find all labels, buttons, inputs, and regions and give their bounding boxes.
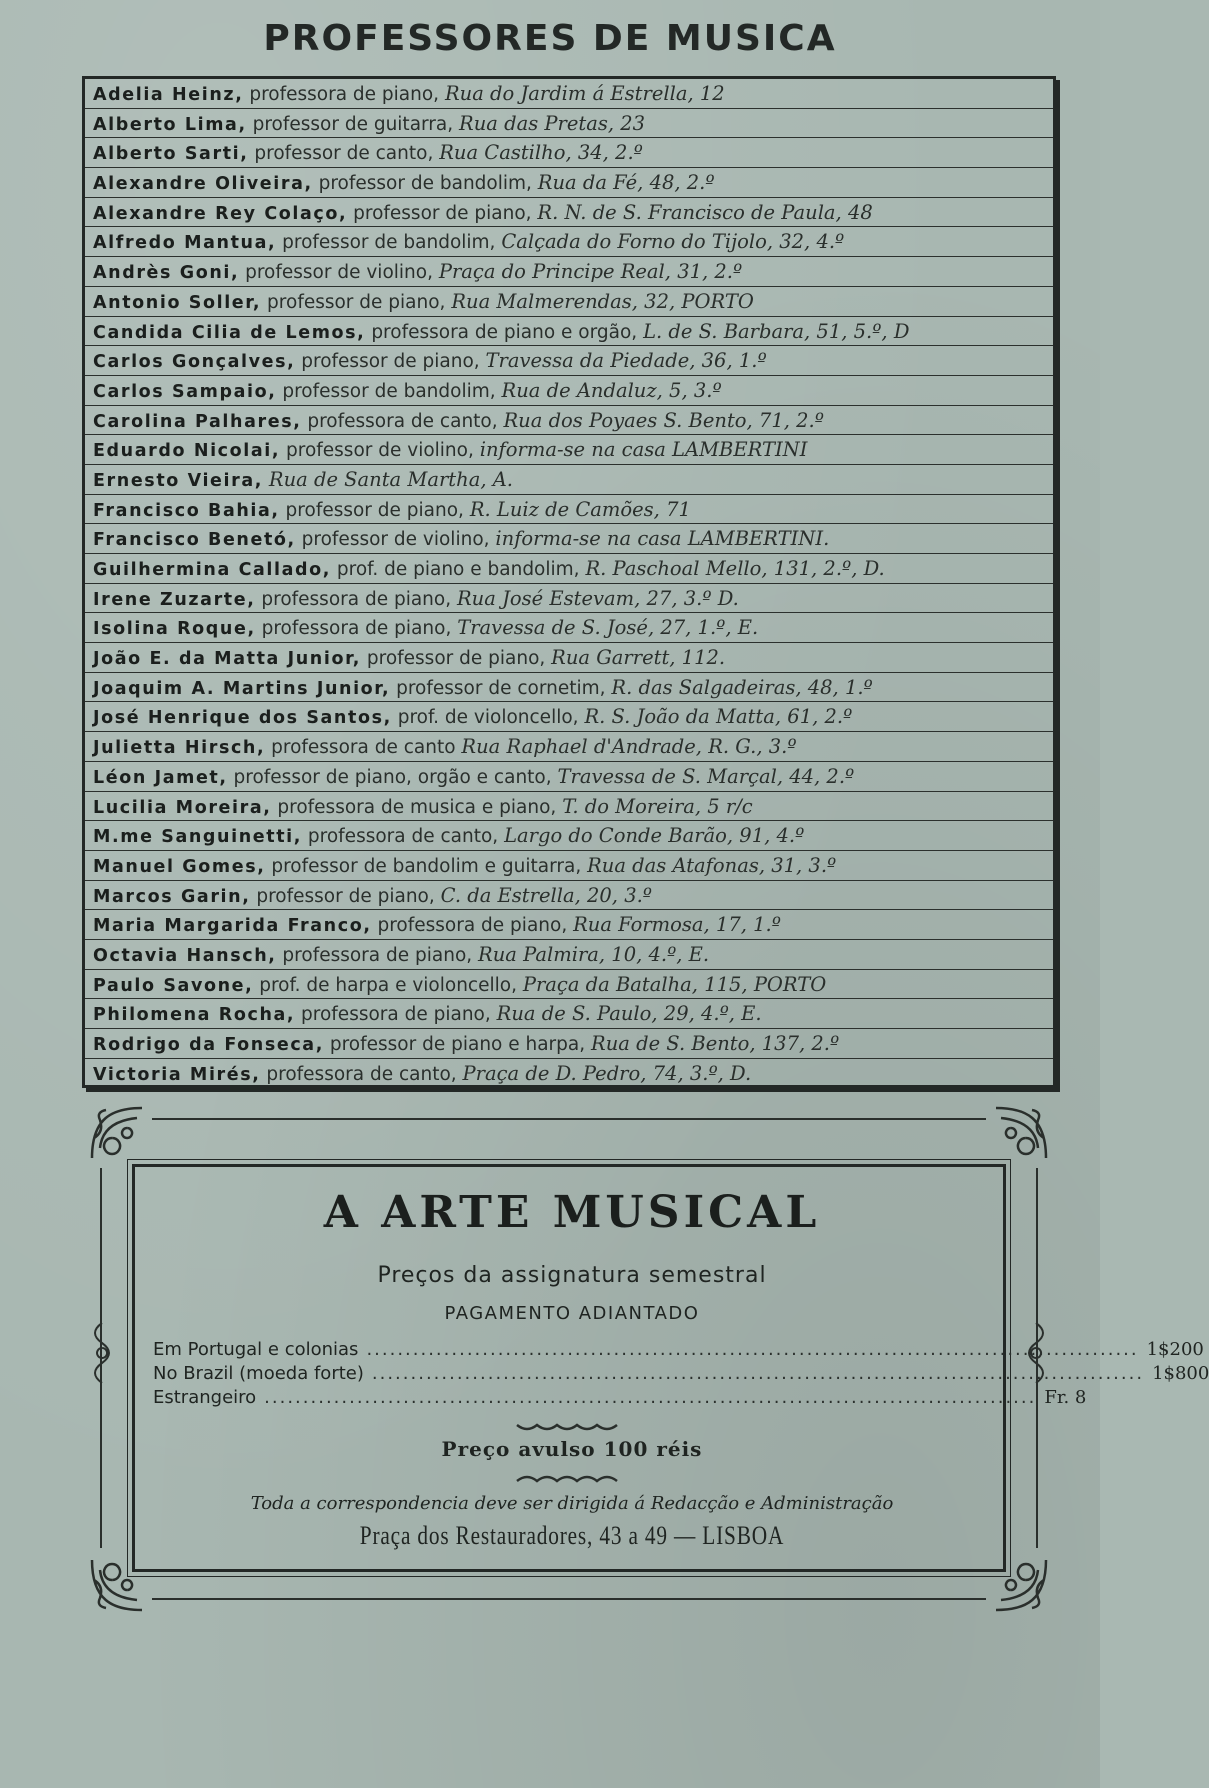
teacher-name: Léon Jamet,	[93, 767, 228, 788]
teacher-name: Alberto Lima,	[93, 114, 247, 135]
teacher-address: Rua Raphael d'Andrade, R. G., 3.º	[461, 735, 797, 759]
teacher-address: Rua Palmira, 10, 4.º, E.	[478, 942, 710, 966]
teacher-address: Rua das Atafonas, 31, 3.º	[587, 853, 837, 877]
price-label: Estrangeiro	[153, 1387, 257, 1408]
teacher-role: professora de piano e orgão,	[365, 321, 644, 343]
teacher-role: professor de piano,	[250, 885, 441, 907]
teacher-row	[85, 792, 1053, 822]
teacher-row	[85, 584, 1053, 614]
teacher-row	[85, 168, 1053, 198]
teacher-role: professor de piano,	[279, 499, 470, 521]
frame-line-bottom	[152, 1598, 986, 1600]
price-row-portugal	[153, 1339, 1204, 1363]
teacher-role: professor de piano, orgão e canto,	[227, 766, 558, 788]
teacher-row	[85, 999, 1053, 1029]
price-label: No Brazil (moeda forte)	[153, 1363, 364, 1384]
teacher-role: professora de piano,	[295, 1004, 497, 1026]
teacher-row	[85, 673, 1053, 703]
teacher-address: Rua Malmerendas, 32, PORTO	[451, 289, 754, 313]
teacher-role: professor de piano,	[261, 291, 452, 313]
teacher-address: Rua Garrett, 112.	[551, 646, 726, 670]
ornament-top-right-icon	[986, 1098, 1056, 1168]
teacher-address: Travessa da Piedade, 36, 1.º	[485, 349, 767, 373]
teacher-address: Rua de S. Bento, 137, 2.º	[591, 1032, 840, 1055]
teacher-role: professora de piano,	[243, 84, 445, 105]
teacher-address: Rua Formosa, 17, 1.º	[573, 913, 781, 937]
office-address: Praça dos Restauradores, 43 a 49 — LISBOA	[359, 1521, 785, 1550]
teacher-role: professora de musica e piano,	[271, 796, 563, 818]
teacher-name: Francisco Benetó,	[93, 530, 296, 551]
teacher-address: L. de S. Barbara, 51, 5.º, D	[643, 319, 910, 343]
teacher-name: Joaquim A. Martins Junior,	[93, 678, 391, 699]
ornament-left-middle-icon	[82, 1318, 122, 1398]
price-dots: ....................................................................................................	[371, 1363, 1145, 1384]
teacher-address: Rua dos Poyaes S. Bento, 71, 2.º	[503, 408, 824, 432]
teacher-name: Carolina Palhares,	[93, 411, 302, 432]
teacher-name: Marcos Garin,	[93, 886, 251, 907]
teacher-address: Praça de D. Pedro, 74, 3.º, D.	[462, 1061, 752, 1085]
teacher-role: professora de piano,	[371, 915, 574, 937]
single-issue-price: Preço avulso 100 réis	[441, 1437, 703, 1461]
teacher-name: Andrès Goni,	[93, 263, 240, 284]
teacher-address: Rua das Pretas, 23	[459, 111, 646, 135]
flourish-top-icon	[512, 1421, 632, 1435]
teacher-name: Alexandre Oliveira,	[93, 174, 313, 195]
teacher-address: informa-se na casa LAMBERTINI.	[495, 527, 830, 551]
teacher-name: Eduardo Nicolai,	[93, 441, 281, 462]
teacher-role: professora de canto,	[301, 410, 504, 432]
teacher-name: Alfredo Mantua,	[93, 233, 277, 254]
teacher-row	[85, 524, 1053, 554]
ad-subtitle: Preços da assignatura semestral	[377, 1263, 767, 1288]
teacher-address: R. das Salgadeiras, 48, 1.º	[611, 675, 873, 699]
teacher-name: Rodrigo da Fonseca,	[93, 1035, 324, 1055]
teacher-row	[85, 970, 1053, 1000]
teacher-row	[85, 762, 1053, 792]
price-value: Fr. 8	[1044, 1387, 1087, 1408]
teacher-row	[85, 465, 1053, 495]
teacher-role: professor de guitarra,	[246, 113, 460, 135]
teacher-name: Paulo Savone,	[93, 975, 254, 996]
teacher-address: informa-se na casa LAMBERTINI	[479, 438, 808, 462]
price-value: 1$800	[1152, 1363, 1209, 1384]
teacher-address: T. do Moreira, 5 r/c	[562, 794, 753, 818]
teacher-row	[85, 910, 1053, 940]
teacher-role: professor de violino,	[280, 440, 480, 462]
teacher-role: professor de piano e harpa,	[323, 1034, 592, 1055]
teacher-role: prof. de harpa e violoncello,	[253, 974, 523, 996]
teacher-row	[85, 940, 1053, 970]
teacher-row	[85, 732, 1053, 762]
teacher-role: professora de canto,	[302, 826, 505, 848]
teacher-row	[85, 257, 1053, 287]
teacher-name: Candida Cilia de Lemos,	[93, 322, 366, 343]
teacher-role: prof. de piano e bandolim,	[331, 559, 586, 580]
teacher-row	[85, 1029, 1053, 1059]
teacher-row	[85, 317, 1053, 347]
teacher-address: R. Luiz de Camões, 71	[469, 497, 691, 521]
teacher-address: Rua de Andaluz, 5, 3.º	[501, 378, 722, 402]
page-title: PROFESSORES DE MUSICA	[263, 18, 837, 59]
teacher-role: professor de bandolim,	[312, 173, 538, 195]
teacher-row	[85, 643, 1053, 673]
teacher-address: R. N. de S. Francisco de Paula, 48	[537, 200, 873, 224]
subscription-box	[132, 1164, 1209, 1572]
teacher-role: prof. de violoncello,	[391, 707, 585, 729]
teachers-table	[82, 76, 1056, 1088]
teacher-name: Adelia Heinz,	[93, 85, 244, 105]
teacher-name: Alexandre Rey Colaço,	[93, 203, 348, 224]
teacher-row	[85, 79, 1053, 109]
teacher-address: Calçada do Forno do Tijolo, 32, 4.º	[501, 230, 845, 254]
teacher-name: Octavia Hansch,	[93, 945, 277, 966]
ad-title: A ARTE MUSICAL	[323, 1187, 821, 1238]
teacher-role: professora de canto,	[260, 1063, 463, 1085]
teacher-row	[85, 435, 1053, 465]
teacher-name: Irene Zuzarte,	[93, 589, 256, 610]
teacher-address: Rua do Jardim á Estrella, 12	[444, 82, 725, 105]
teacher-address: Praça da Batalha, 115, PORTO	[522, 972, 827, 996]
teacher-name: Isolina Roque,	[93, 619, 256, 640]
teacher-role: professora de piano,	[276, 944, 479, 966]
teacher-address: R. Paschoal Mello, 131, 2.º, D.	[585, 557, 885, 580]
correspondence-note: Toda a correspondencia deve ser dirigida á Redacção e Administração	[250, 1493, 894, 1514]
ornament-top-left-icon	[82, 1098, 152, 1168]
teacher-address: C. da Estrella, 20, 3.º	[440, 883, 652, 907]
teacher-name: Guilhermina Callado,	[93, 560, 332, 580]
teacher-row	[85, 851, 1053, 881]
teacher-row	[85, 881, 1053, 911]
frame-line-top	[152, 1118, 986, 1120]
teacher-address: Rua de S. Paulo, 29, 4.º, E.	[496, 1002, 762, 1026]
teacher-role: professora de piano,	[255, 618, 458, 640]
teacher-row	[85, 554, 1053, 584]
teacher-name: Julietta Hirsch,	[93, 738, 266, 759]
teacher-role: professora de canto	[265, 737, 462, 759]
teacher-role: professor de bandolim,	[276, 380, 502, 402]
teacher-name: M.me Sanguinetti,	[93, 827, 303, 848]
teacher-row	[85, 702, 1053, 732]
price-row-foreign	[153, 1387, 1087, 1411]
teacher-row	[85, 406, 1053, 436]
teacher-row	[85, 138, 1053, 168]
teacher-role: professor de piano,	[347, 202, 538, 224]
teacher-address: R. S. João da Matta, 61, 2.º	[584, 705, 853, 729]
teacher-name: Lucilia Moreira,	[93, 797, 272, 818]
teacher-name: Carlos Sampaio,	[93, 381, 277, 402]
teacher-address: Travessa de S. Marçal, 44, 2.º	[557, 764, 855, 788]
teacher-role: professor de bandolim,	[276, 232, 502, 254]
teacher-address: Largo do Conde Barão, 91, 4.º	[504, 824, 805, 848]
price-dots: ....................................................................................................	[366, 1339, 1139, 1360]
teacher-address: Travessa de S. José, 27, 1.º, E.	[457, 616, 759, 640]
teacher-row	[85, 109, 1053, 139]
teacher-role: professor de cornetim,	[390, 677, 612, 699]
teacher-address: Rua Castilho, 34, 2.º	[439, 141, 643, 165]
teacher-row	[85, 198, 1053, 228]
teacher-name: João E. da Matta Junior,	[93, 649, 361, 670]
teacher-name: Maria Margarida Franco,	[93, 916, 372, 937]
price-value: 1$200	[1146, 1339, 1204, 1360]
teacher-name: José Henrique dos Santos,	[93, 708, 392, 729]
ad-frame	[82, 1098, 1209, 1620]
price-label: Em Portugal e colonias	[153, 1339, 359, 1360]
teacher-role: professora de piano,	[255, 588, 457, 610]
teacher-row	[85, 346, 1053, 376]
teacher-name: Carlos Gonçalves,	[93, 352, 296, 373]
teacher-name: Ernesto Vieira,	[93, 470, 263, 491]
teacher-row	[85, 495, 1053, 525]
teacher-address: Praça do Principe Real, 31, 2.º	[438, 260, 743, 284]
teacher-row	[85, 613, 1053, 643]
teacher-name: Philomena Rocha,	[93, 1005, 296, 1026]
teacher-address: Rua José Estevam, 27, 3.º D.	[457, 586, 739, 610]
teacher-row	[85, 287, 1053, 317]
teacher-name: Francisco Bahia,	[93, 500, 280, 521]
price-row-brazil	[153, 1363, 1209, 1387]
payment-notice: PAGAMENTO ADIANTADO	[444, 1303, 700, 1324]
teacher-address: Rua da Fé, 48, 2.º	[537, 171, 715, 195]
price-dots: ....................................................................................................	[264, 1387, 1037, 1408]
teacher-role: professor de canto,	[248, 143, 440, 165]
flourish-bottom-icon	[512, 1471, 632, 1485]
teacher-role: professor de piano,	[361, 648, 552, 670]
teacher-role: professor de violino,	[239, 262, 439, 284]
teacher-row	[85, 227, 1053, 257]
teacher-row	[85, 1059, 1053, 1089]
teacher-row	[85, 376, 1053, 406]
teacher-name: Antonio Soller,	[93, 292, 262, 313]
teacher-name: Alberto Sarti,	[93, 144, 249, 165]
teacher-role: professor de bandolim e guitarra,	[265, 855, 588, 877]
teacher-name: Victoria Mirés,	[93, 1064, 261, 1085]
teacher-role: professor de violino,	[295, 529, 496, 551]
teacher-address: Rua de Santa Martha, A.	[268, 467, 513, 491]
teacher-role: professor de piano,	[295, 351, 486, 373]
teacher-row	[85, 821, 1053, 851]
teacher-name: Manuel Gomes,	[93, 856, 266, 877]
